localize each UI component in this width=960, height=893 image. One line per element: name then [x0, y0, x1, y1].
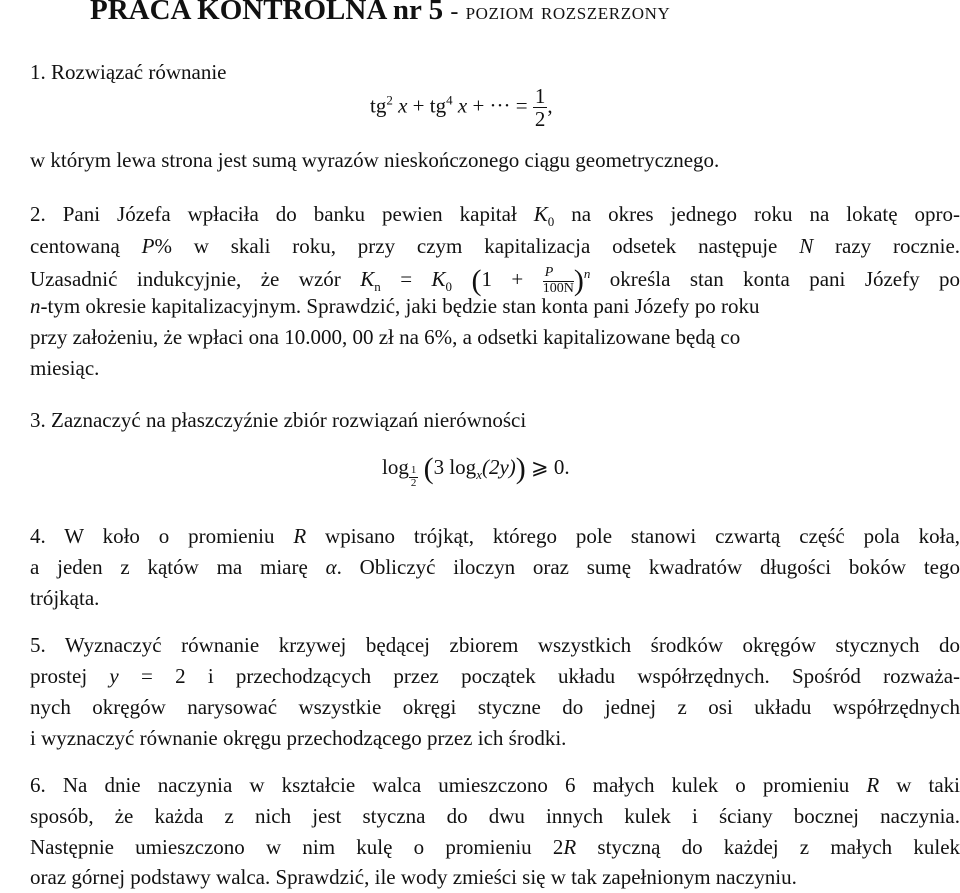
problem-6-line-3: Następnie umieszczono w nim kulę o promieniu 2R styczną do każdej z małych kulek: [30, 835, 960, 859]
problem-6-line-2: sposób, że każda z nich jest styczna do dwu innych kulek i ściany bocznej naczynia.: [30, 804, 960, 828]
problem-6-line-1: 6. Na dnie naczynia w kształcie walca umieszczono 6 małych kulek o promieniu R w taki: [30, 773, 960, 797]
problem-2-line-2: centowaną P% w skali roku, przy czym kapitalizacja odsetek następuje N razy rocznie.: [30, 234, 960, 258]
problem-5-line-3: nych okręgów narysować wszystkie okręgi styczne do jednej z osi układu współrzędnych: [30, 695, 960, 719]
problem-5-line-4: i wyznaczyć równanie okręgu przechodzącego przez ich środki.: [30, 726, 567, 750]
problem-1-equation: $tg^2$ $x + tg^4$ x + ··· = $\frac{1}{2}$ ,: [370, 84, 553, 132]
problem-2-line-6: miesiąc.: [30, 356, 100, 380]
page-title: [90, 0, 950, 27]
problem-3-inequality: log $\frac{1}{2}$ (3 $\log_x(2y)$) ⩾ 0.: [382, 452, 570, 489]
problem-5-line-2: prostej y = 2 i przechodzących przez początek układu współrzędnych. Spośród rozważa-: [30, 664, 960, 688]
problem-4-line-1: 4. W koło o promieniu R wpisano trójkąt, którego pole stanowi czwartą część pola koła,: [30, 524, 960, 548]
problem-1-intro: 1. Rozwiązać równanie: [30, 60, 227, 84]
problem-6-line-4: oraz górnej podstawy walca. Sprawdzić, ile wody zmieści się w tak zapełnionym naczyniu.: [30, 865, 797, 889]
problem-2-line-3: Uzasadnić indukcyjnie, że wzór $K_n = K_0$ (1 + $\frac{P}{100N}$ )$^n$ określa stan konta pani Józefy po: [30, 264, 960, 297]
title-subtitle: - poziom rozszerzony: [450, 0, 671, 25]
problem-1-number: 1.: [30, 60, 46, 84]
title-main: PRACA KONTROLNA nr 5: [90, 0, 444, 26]
problem-4-line-3: trójkąta.: [30, 586, 100, 610]
problem-2-line-5: przy założeniu, że wpłaci ona 10.000, 00 zł na 6%, a odsetki kapitalizowane będą co: [30, 325, 741, 349]
problem-3-text: 3. Zaznaczyć na płaszczyźnie zbiór rozwiązań nierówności: [30, 408, 527, 432]
problem-2-line-4: n-tym okresie kapitalizacyjnym. Sprawdzić, jaki będzie stan konta pani Józefy po roku: [30, 294, 760, 318]
problem-2-line-1: 2. Pani Józefa wpłaciła do banku pewien kapitał $K_0$ na okres jednego roku na lokatę opro-: [30, 202, 960, 230]
fraction-one-half: $\frac{1}{2}$: [534, 84, 546, 132]
problem-4-line-2: a jeden z kątów ma miarę α. Obliczyć iloczyn oraz sumę kwadratów długości boków tego: [30, 555, 960, 579]
problem-5-line-1: 5. Wyznaczyć równanie krzywej będącej zbiorem wszystkich środków okręgów stycznych do: [30, 633, 960, 657]
problem-1-text: w którym lewa strona jest sumą wyrazów nieskończonego ciągu geometrycznego.: [30, 148, 720, 172]
